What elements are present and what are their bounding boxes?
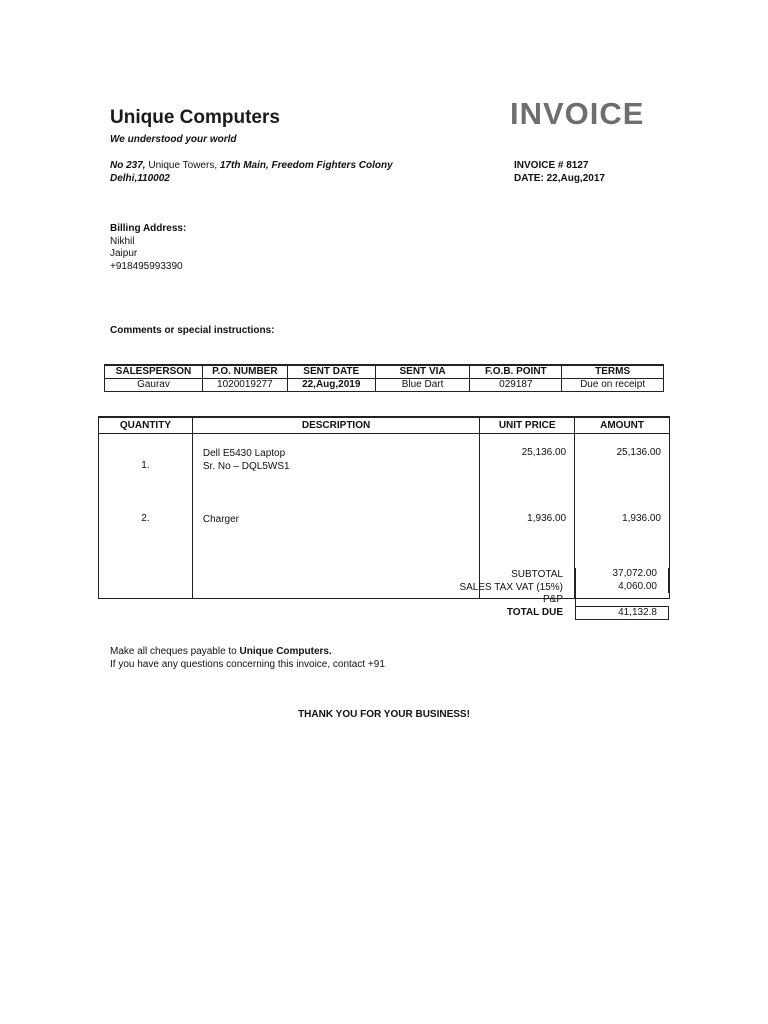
col-sent-date: SENT DATE <box>287 365 375 379</box>
questions-text: If you have any questions concerning this invoice, contact +91 <box>110 659 385 670</box>
sent-date-value: 22,Aug,2019 <box>287 379 375 392</box>
col-unit-price: UNIT PRICE <box>480 417 575 434</box>
address-number: No 237, <box>110 160 146 171</box>
item-qty: 2. <box>141 513 150 524</box>
item-amount: 25,136.00 <box>616 447 661 458</box>
company-address <box>110 159 393 185</box>
invoice-number: INVOICE # 8127 <box>514 160 589 171</box>
item-unit-price: 25,136.00 <box>521 447 567 458</box>
billing-header: Billing Address: <box>110 223 187 234</box>
item-serial: Sr. No – DQL5WS1 <box>202 461 290 472</box>
invoice-title: INVOICE <box>510 96 645 131</box>
tax-label: SALES TAX VAT (15%) <box>459 581 563 593</box>
col-terms: TERMS <box>562 365 664 379</box>
company-name: Unique Computers <box>110 107 280 128</box>
tax-value: 4,060.00 <box>575 581 669 594</box>
total-due-value: 41,132.8 <box>575 606 669 621</box>
sent-via-value: Blue Dart <box>375 379 470 392</box>
col-fob-point: F.O.B. POINT <box>470 365 562 379</box>
payment-note <box>110 645 385 671</box>
billing-city: Jaipur <box>110 248 138 259</box>
po-number-value: 1020019277 <box>202 379 287 392</box>
col-po-number: P.O. NUMBER <box>202 365 287 379</box>
subtotal-label: SUBTOTAL <box>511 569 563 580</box>
company-tagline: We understood your world <box>110 134 237 145</box>
table-row <box>99 434 670 511</box>
item-desc: Dell E5430 Laptop <box>202 448 286 459</box>
item-qty: 1. <box>141 460 150 471</box>
billing-name: Nikhil <box>110 235 135 247</box>
col-sent-via: SENT VIA <box>375 365 470 379</box>
billing-phone: +918495993390 <box>110 260 183 272</box>
address-street: 17th Main, Freedom Fighters Colony <box>219 160 393 171</box>
col-amount: AMOUNT <box>575 417 670 434</box>
invoice-date: DATE: 22,Aug,2017 <box>514 173 605 184</box>
table-row <box>105 379 664 392</box>
thank-you-note: THANK YOU FOR YOUR BUSINESS! <box>298 709 470 720</box>
shipping-table <box>104 364 664 392</box>
col-description: DESCRIPTION <box>192 417 479 434</box>
cheques-payee: Unique Computers. <box>239 646 332 657</box>
billing-address <box>110 223 186 273</box>
total-due-label: TOTAL DUE <box>506 606 563 618</box>
address-building: Unique Towers, <box>145 160 220 171</box>
col-quantity: QUANTITY <box>99 417 193 434</box>
subtotal-value: 37,072.00 <box>575 568 669 581</box>
salesperson-value: Gaurav <box>105 379 203 392</box>
item-desc: Charger <box>202 514 240 525</box>
col-salesperson: SALESPERSON <box>105 365 203 379</box>
item-unit-price: 1,936.00 <box>527 513 567 524</box>
fob-point-value: 029187 <box>470 379 562 392</box>
cheques-text: Make all cheques payable to <box>110 646 240 657</box>
address-city: Delhi,110002 <box>110 173 170 184</box>
totals-labels <box>380 569 563 619</box>
comments-label: Comments or special instructions: <box>110 325 275 336</box>
terms-value: Due on receipt <box>562 379 664 392</box>
pp-value <box>575 593 669 606</box>
pp-label: P&P <box>542 594 563 605</box>
item-amount: 1,936.00 <box>622 513 661 524</box>
totals-values <box>575 568 669 620</box>
invoice-meta <box>514 159 605 185</box>
